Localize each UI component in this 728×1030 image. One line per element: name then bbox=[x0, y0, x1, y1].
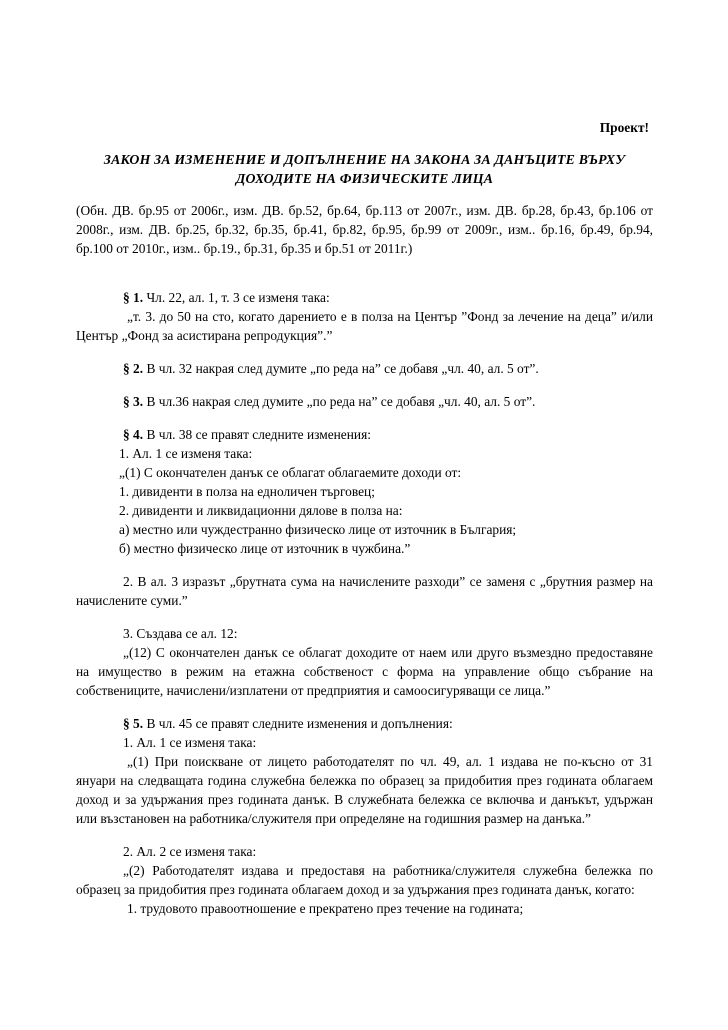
section-3 bbox=[76, 392, 653, 411]
section-5-text: В чл. 45 се правят следните изменения и допълнения: bbox=[143, 716, 453, 731]
section-5-number: § 5. bbox=[123, 716, 144, 731]
section-4-text: В чл. 38 се правят следните изменения: bbox=[143, 427, 371, 442]
section-5-item-1-paragraph: „(1) При поискване от лицето работодателят по чл. 49, ал. 1 издава не по-късно от 31 януари на следващата година служебна бележка по образец за придобития през годината облагаем доход и за удържания през годината данък. В служебната бележка се включва и данъкът, удържан или възстановен на работника/служителя при определяне на годишния размер на данъка.” bbox=[76, 754, 653, 826]
section-2-text: В чл. 32 накрая след думите „по реда на” се добавя „чл. 40, ал. 5 от”. bbox=[143, 361, 539, 376]
section-5-heading bbox=[76, 714, 653, 733]
law-title: ЗАКОН ЗА ИЗМЕНЕНИЕ И ДОПЪЛНЕНИЕ НА ЗАКОНА ЗА ДАНЪЦИТЕ ВЪРХУ ДОХОДИТЕ НА ФИЗИЧЕСКИТЕ ЛИЦА bbox=[103, 152, 626, 186]
publication-note: (Обн. ДВ. бр.95 от 2006г., изм. ДВ. бр.52, бр.64, бр.113 от 2007г., изм. ДВ. бр.28, бр.43, бр.106 от 2008г., изм. ДВ. бр.25, бр.32, бр.35, бр.41, бр.82, бр.95, бр.99 от 2009г., изм.. бр.16, бр.49, бр.94, бр.100 от 2010г., изм.. бр.19., бр.31, бр.35 и бр.51 от 2011г.) bbox=[76, 203, 653, 256]
section-4-number: § 4. bbox=[123, 427, 144, 442]
section-1-number: § 1. bbox=[123, 290, 144, 305]
section-1-heading bbox=[76, 288, 653, 307]
section-4-line: 2. дивиденти и ликвидационни дялове в полза на: bbox=[119, 503, 403, 518]
section-5-item-2-subitem: 1. трудовото правоотношение е прекратено през течение на годината; bbox=[127, 901, 524, 916]
section-4-line: а) местно или чуждестранно физическо лице от източник в България; bbox=[119, 522, 517, 537]
section-4-item-2: 2. В ал. 3 изразът „брутната сума на начислените разходи” се заменя с „брутния размер на начислените суми.” bbox=[76, 574, 653, 608]
section-4-line: б) местно физическо лице от източник в чужбина.” bbox=[119, 541, 411, 556]
section-4-item-3-heading: 3. Създава се ал. 12: bbox=[123, 626, 238, 641]
section-4-line: 1. Ал. 1 се изменя така: bbox=[119, 446, 253, 461]
section-4-heading bbox=[76, 425, 653, 444]
section-4-line: 1. дивиденти в полза на едноличен търговец; bbox=[119, 484, 375, 499]
section-1-text: Чл. 22, ал. 1, т. 3 се изменя така: bbox=[143, 290, 330, 305]
section-4-item-3-paragraph: „(12) С окончателен данък се облагат доходите от наем или друго възмездно предоставяне на имущество в режим на етажна собственост с форма на управление общо събрание на собствениците, начислени/изплатени от предприятия и самоосигуряващи се лица.” bbox=[76, 645, 653, 698]
section-1-paragraph: „т. 3. до 50 на сто, когато дарението е в полза на Център ”Фонд за лечение на деца” и/или Център „Фонд за асистирана репродукция”.” bbox=[76, 309, 653, 343]
section-5-item-2-paragraph: „(2) Работодателят издава и предоставя на работника/служителя служебна бележка по образец за придобития през годината облагаем доход и за удържания през годината данък, когато: bbox=[76, 863, 653, 897]
section-4-line: „(1) С окончателен данък се облагат облагаемите доходи от: bbox=[119, 465, 462, 480]
section-5-item-1-heading: 1. Ал. 1 се изменя така: bbox=[123, 735, 257, 750]
document-body bbox=[76, 201, 653, 918]
section-2 bbox=[76, 359, 653, 378]
project-label: Проект! bbox=[599, 120, 649, 135]
section-2-number: § 2. bbox=[123, 361, 144, 376]
section-5-item-2-heading: 2. Ал. 2 се изменя така: bbox=[123, 844, 257, 859]
section-3-number: § 3. bbox=[123, 394, 144, 409]
section-3-text: В чл.36 накрая след думите „по реда на” се добавя „чл. 40, ал. 5 от”. bbox=[143, 394, 536, 409]
